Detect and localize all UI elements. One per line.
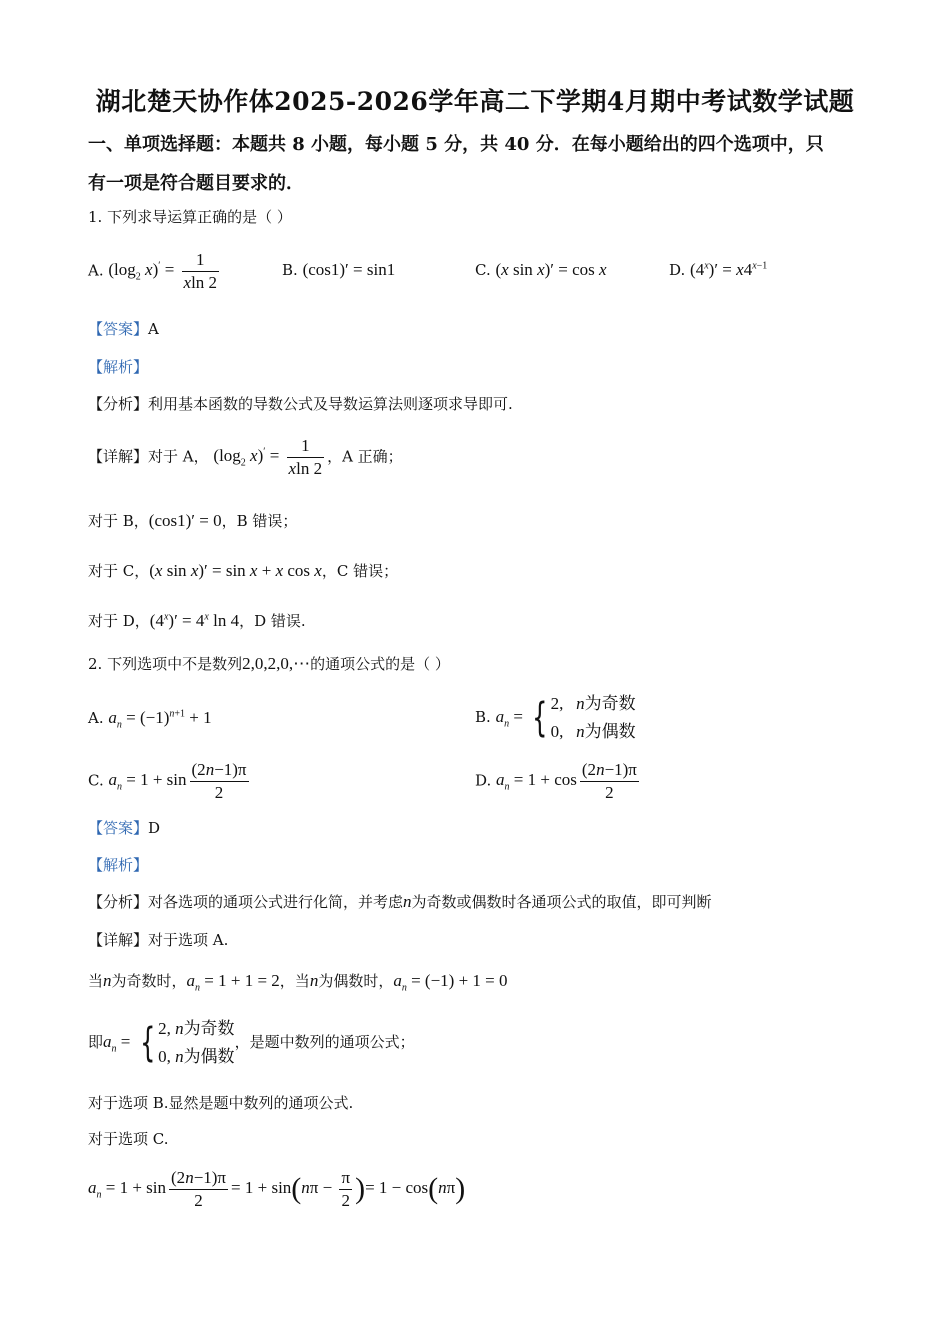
q1-detail-b <box>88 510 297 531</box>
q2-detail-a-cases: 当n为奇数时，$a_n = 1 + 1 = 2$，当n为偶数时，$a_n = (-1) + 1 = 0$ <box>88 971 508 994</box>
detail-text: 对于选项 A. <box>148 931 229 949</box>
option-letter: B. <box>282 261 298 279</box>
detail-result: ，D 错误. <box>239 612 306 630</box>
math-expression: $a_n$ = { 2, n为奇数 0, n为偶数 <box>495 694 636 741</box>
detail-text: ，是题中数列的通项公式； <box>234 1032 415 1051</box>
stem-text: 的通项公式的是（ ） <box>310 655 450 673</box>
detail-label: 对于 C， <box>88 562 150 580</box>
option-letter: D. <box>669 261 686 279</box>
q2-option-c <box>88 760 252 803</box>
math-expression: $a_n = (-1)^{n+1} + 1$ <box>108 708 212 731</box>
option-letter: A. <box>88 709 104 727</box>
case-odd: 为奇数 <box>584 694 636 713</box>
math-expression: $(4^x)' = x4^{x-1}$ <box>690 260 768 279</box>
detail-label: 对于 D， <box>88 612 150 630</box>
math-expression: ($\log_2$ x)′ = $\frac{1}{xln 2}$ <box>213 436 323 478</box>
q2-option-d <box>475 760 642 803</box>
analysis-tag: 【分析】 <box>88 893 149 911</box>
q1-answer <box>88 318 159 339</box>
sequence-expression: 2,0,2,0,⋯ <box>242 654 311 673</box>
detail-text: ，当 <box>279 972 310 990</box>
option-letter: B. <box>475 707 491 726</box>
analysis-text: 对各选项的通项公式进行化简，并考虑 <box>148 893 404 911</box>
math-expression: $a_n = 1 + \sin$ $\frac{(2n-1)\pi}{2}$ <box>108 760 247 802</box>
answer-value: A <box>148 320 159 338</box>
option-letter: D. <box>475 771 492 790</box>
q1-option-b <box>282 260 395 280</box>
q2-answer <box>88 817 160 838</box>
stem-text: 2. 下列选项中不是数列 <box>88 655 243 673</box>
math-expression: $a_n = 1 + \sin$ $\frac{(2n-1)\pi}{2}$ = 1 + sin(nπ − $\frac{\pi}{2}$ )= 1 − cos(nπ) <box>88 1168 466 1210</box>
q2-jiexi-tag: 【解析】 <box>88 856 149 874</box>
math-expression: (cos1)′ = sin1 <box>302 260 396 279</box>
math-expression: $(4^x)' = 4^x$ ln 4 <box>149 611 240 630</box>
detail-result: ，B 错误； <box>221 512 298 530</box>
q1-detail-a <box>88 436 403 479</box>
section-heading-line1: 一、单项选择题：本题共 8 小题，每小题 5 分，共 40 分．在每小题给出的四个选项中，只 <box>88 134 824 155</box>
q1-option-d <box>669 260 767 280</box>
page-title: 湖北楚天协作体2025-2026学年高二下学期4月期中考试数学试题 <box>95 87 855 116</box>
case-even: 为偶数 <box>584 722 636 741</box>
math-expression: (x sin x)′ = sin x + x cos x <box>149 561 322 580</box>
detail-label: 对于 A， <box>148 447 209 466</box>
q1-jiexi-tag: 【解析】 <box>88 358 149 376</box>
q1-detail-d <box>88 610 306 631</box>
option-letter: C. <box>88 771 104 790</box>
math-expression: (cos1)′ = 0 <box>148 511 222 530</box>
q2-stem <box>88 653 450 674</box>
math-expression: $a_n = 1 + 1 = 2$ <box>186 971 280 994</box>
q2-detail-c: 对于选项 C. <box>88 1130 169 1148</box>
q1-stem: 1. 下列求导运算正确的是（ ） <box>88 208 292 226</box>
math-expression: $a_n$ = { 2, n为奇数 0, n为偶数 <box>103 1019 235 1066</box>
q1-option-c <box>475 260 607 280</box>
q1-detail-c <box>88 560 398 581</box>
option-letter: C. <box>475 261 491 279</box>
q2-option-b <box>475 690 636 746</box>
q2-option-a <box>88 708 212 730</box>
section-heading-line2: 有一项是符合题目要求的． <box>88 173 304 194</box>
analysis-text: 利用基本函数的导数公式及导数运算法则逐项求导即可. <box>148 395 513 413</box>
answer-tag: 【答案】 <box>88 819 149 837</box>
case-odd: 为奇数 <box>183 1019 235 1038</box>
detail-text: 当 <box>88 972 104 990</box>
analysis-tag: 【分析】 <box>88 395 149 413</box>
detail-text: 为偶数时， <box>318 972 394 990</box>
detail-result: ，C 错误； <box>321 562 399 580</box>
math-expression: (x sin x)′ = cos x <box>495 260 607 279</box>
detail-tag: 【详解】 <box>88 931 149 949</box>
detail-tag: 【详解】 <box>88 447 149 466</box>
answer-value: D <box>148 819 161 837</box>
math-expression: $a_n = 1 + \cos$ $\frac{(2n-1)\pi}{2}$ <box>496 760 637 802</box>
q2-detail-c-formula <box>88 1168 465 1211</box>
q2-detail-a-summary <box>88 1015 415 1071</box>
q2-analysis: 【分析】对各选项的通项公式进行化简，并考虑n为奇数或偶数时各通项公式的取值，即可判断 <box>88 892 712 911</box>
math-expression: $a_n = (-1) + 1 = 0$ <box>393 971 508 994</box>
answer-tag: 【答案】 <box>88 320 149 338</box>
q1-option-a <box>88 250 222 293</box>
math-expression: ($\log_2$ x)′ = $\frac{1}{xln 2}$ <box>108 250 218 292</box>
detail-label: 对于 B， <box>88 512 149 530</box>
case-even: 为偶数 <box>183 1047 235 1066</box>
detail-text: 即 <box>88 1032 104 1051</box>
q2-detail-heading <box>88 929 228 950</box>
analysis-text: 为奇数或偶数时各通项公式的取值，即可判断 <box>411 893 712 911</box>
detail-result: ，A 正确； <box>327 447 403 466</box>
q1-analysis <box>88 393 513 414</box>
q2-detail-b: 对于选项 B.显然是题中数列的通项公式. <box>88 1094 354 1112</box>
detail-text: 为奇数时， <box>111 972 187 990</box>
option-letter: A. <box>88 261 104 280</box>
